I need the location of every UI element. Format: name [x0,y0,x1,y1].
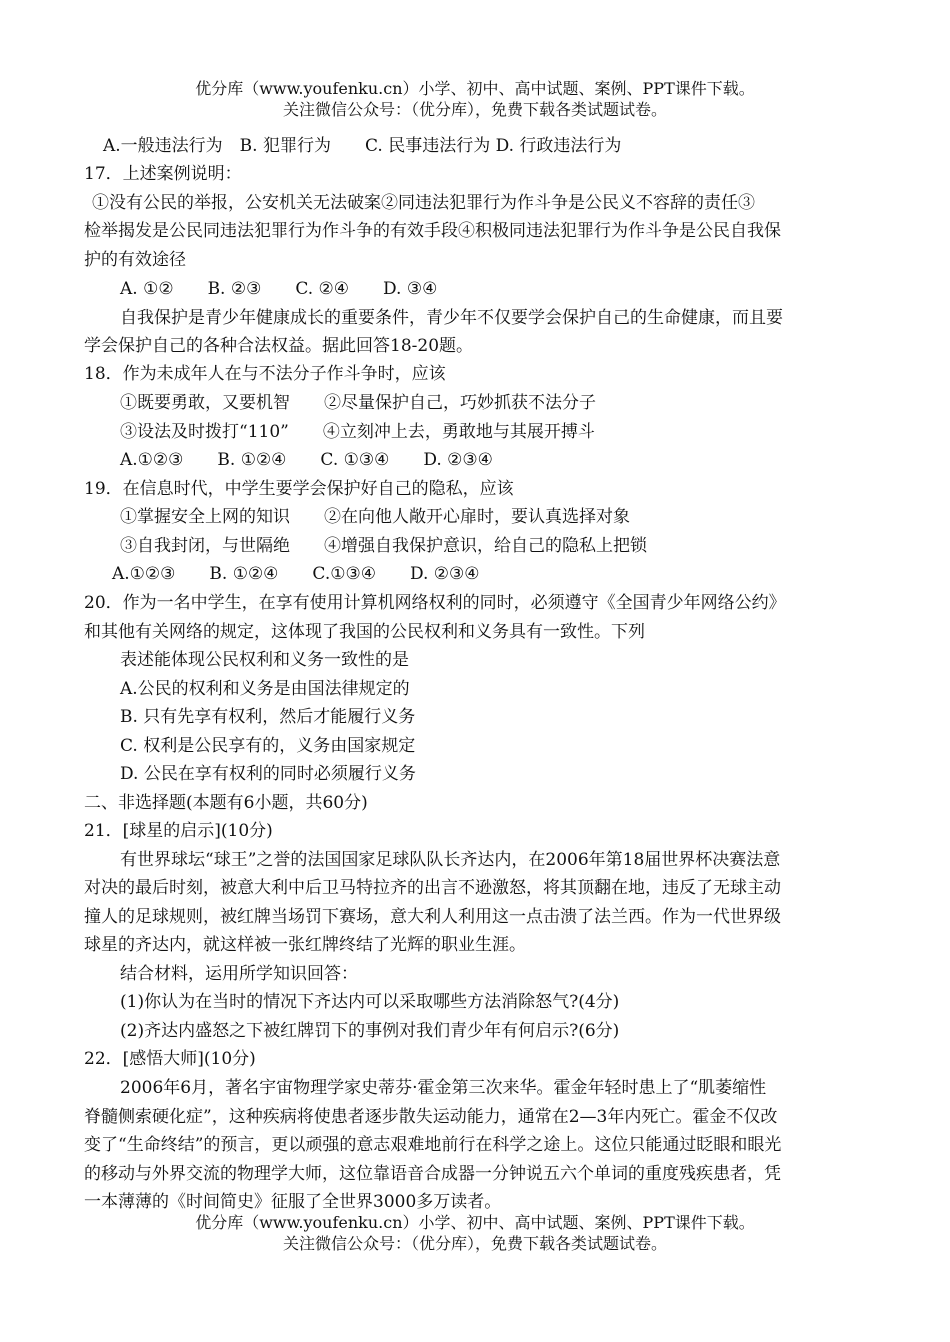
q18-line-2: ③设法及时拨打“110” ④立刻冲上去，勇敢地与其展开搏斗 [120,422,595,442]
q21-para-4: 球星的齐达内，就这样被一张红牌终结了光辉的职业生涯。 [84,935,526,955]
header-line-2: 关注微信公众号：（优分库），免费下载各类试题试卷。 [282,100,667,119]
q21-para-1: 有世界球坛“球王”之誉的法国国家足球队队长齐达内，在2006年第18届世界杯决赛法意 [120,850,781,870]
q21-sub-2: (2)齐达内盛怒之下被红牌罚下的事例对我们青少年有何启示?(6分) [120,1021,620,1041]
q20-option-c: C. 权利是公民享有的，义务由国家规定 [120,736,416,756]
q22-para-1: 2006年6月，著名宇宙物理学家史蒂芬·霍金第三次来华。霍金年轻时患上了“肌萎缩性 [120,1078,767,1098]
q19-line-2: ③自我封闭，与世隔绝 ④增强自我保护意识，给自己的隐私上把锁 [120,536,647,556]
q19-stem: 19．在信息时代，中学生要学会保护好自己的隐私，应该 [84,479,514,499]
q22-para-3: 变了“生命终结”的预言，更以顽强的意志艰难地前行在科学之途上。这位只能通过眨眼和眼光 [84,1135,782,1155]
q18-options: A.①②③ B. ①②④ C. ①③④ D. ②③④ [120,450,493,470]
q17-line-2: 检举揭发是公民同违法犯罪行为作斗争的有效手段④积极同违法犯罪行为作斗争是公民自我保 [84,221,781,241]
q17-stem: 17．上述案例说明： [84,164,242,184]
q21-title: 21．[球星的启示](10分) [84,821,273,841]
q19-options: A.①②③ B. ①②④ C.①③④ D. ②③④ [112,564,480,584]
q22-title: 22．[感悟大师](10分) [84,1049,256,1069]
q20-stem-3: 表述能体现公民权利和义务一致性的是 [120,650,409,670]
q20-stem-1: 20．作为一名中学生，在享有使用计算机网络权利的同时，必须遵守《全国青少年网络公约》 [84,593,786,613]
header-line-1: 优分库（www.youfenku.cn）小学、初中、高中试题、案例、PPT课件下载。 [195,79,755,98]
intro-line-2: 学会保护自己的各种合法权益。据此回答18-20题。 [84,336,474,356]
q21-para-2: 对决的最后时刻，被意大利中后卫马特拉齐的出言不逊激怒，将其顶翻在地，违反了无球主动 [84,878,781,898]
q22-para-5: 一本薄薄的《时间简史》征服了全世界3000多万读者。 [84,1192,502,1212]
q20-stem-2: 和其他有关网络的规定，这体现了我国的公民权利和义务具有一致性。下列 [84,622,645,642]
q18-line-1: ①既要勇敢，又要机智 ②尽量保护自己，巧妙抓获不法分子 [120,393,596,413]
q18-stem: 18．作为未成年人在与不法分子作斗争时，应该 [84,364,446,384]
footer-line-1: 优分库（www.youfenku.cn）小学、初中、高中试题、案例、PPT课件下载。 [195,1213,755,1232]
q22-para-4: 的移动与外界交流的物理学大师，这位靠语音合成器一分钟说五六个单词的重度残疾患者，凭 [84,1164,781,1184]
intro-line-1: 自我保护是青少年健康成长的重要条件，青少年不仅要学会保护自己的生命健康，而且要 [120,308,783,328]
q21-sub-1: (1)你认为在当时的情况下齐达内可以采取哪些方法消除怒气?(4分) [120,992,620,1012]
q21-para-3: 撞人的足球规则，被红牌当场罚下赛场，意大利人利用这一点击溃了法兰西。作为一代世界级 [84,907,781,927]
q20-option-d: D. 公民在享有权利的同时必须履行义务 [120,764,416,784]
q19-line-1: ①掌握安全上网的知识 ②在向他人敞开心扉时，要认真选择对象 [120,507,630,527]
q21-prompt: 结合材料，运用所学知识回答： [120,964,358,984]
q16-options: A.一般违法行为 B. 犯罪行为 C. 民事违法行为 D. 行政违法行为 [103,136,622,156]
q17-line-3: 护的有效途径 [84,250,186,270]
q20-option-b: B. 只有先享有权利，然后才能履行义务 [120,707,416,727]
q17-options: A. ①② B. ②③ C. ②④ D. ③④ [120,279,438,299]
q22-para-2: 脊髓侧索硬化症”，这种疾病将使患者逐步散失运动能力，通常在2—3年内死亡。霍金不仅改 [84,1107,778,1127]
q20-option-a: A.公民的权利和义务是由国法律规定的 [120,679,410,699]
q17-line-1: ①没有公民的举报，公安机关无法破案②同违法犯罪行为作斗争是公民义不容辞的责任③ [92,193,755,213]
section-2-title: 二、非选择题(本题有6小题，共60分) [84,793,368,813]
footer-line-2: 关注微信公众号：（优分库），免费下载各类试题试卷。 [282,1234,667,1253]
